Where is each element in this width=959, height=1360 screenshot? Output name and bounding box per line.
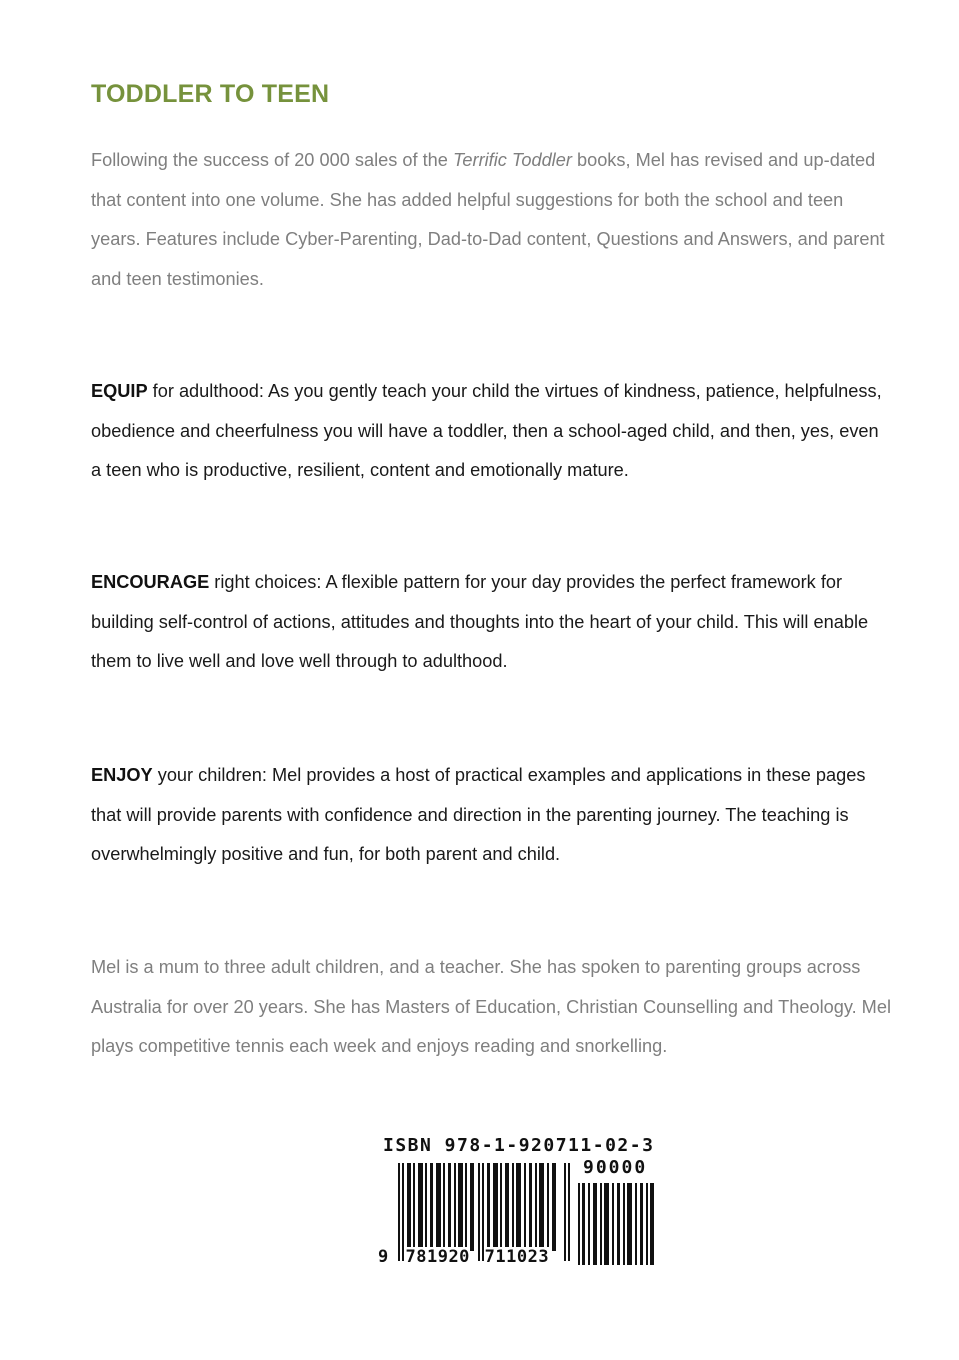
intro-paragraph — [91, 141, 891, 299]
isbn-barcode — [378, 1135, 663, 1275]
section-keyword: EQUIP — [91, 381, 148, 401]
section-text: for adulthood: As you gently teach your child the virtues of kindness, patience, helpfulness, obedience and cheerfulness you will have a toddler, then a school-aged child, and then, yes, even a teen who is productive, resilient, content and emotionally mature. — [91, 381, 882, 480]
section-text: your children: Mel provides a host of practical examples and applications in these pages that will provide parents with confidence and direction in the parenting journey. The teaching is overwhelmingly positive and fun, for both parent and child. — [91, 765, 866, 864]
section-equip — [91, 372, 891, 491]
price-code: 90000 — [583, 1157, 648, 1178]
intro-text-end: books, Mel has revised and up-dated that content into one volume. She has added helpful suggestions for both the school and teen years. Features include Cyber-Parenting, Dad-to-Dad content, Questions and Answers, and parent and teen testimonies. — [91, 150, 885, 289]
barcode-digits — [378, 1247, 549, 1267]
section-keyword: ENCOURAGE — [91, 572, 210, 592]
barcode-bars-addon — [578, 1183, 656, 1265]
barcode-digits-group1: 781920 — [405, 1247, 470, 1267]
intro-text-start: Following the success of 20 000 sales of the — [91, 150, 453, 170]
section-text: right choices: A flexible pattern for your day provides the perfect framework for building self-control of actions, attitudes and thoughts into the heart of your child. This will enable them to live well and love well through to adulthood. — [91, 572, 869, 671]
author-bio: Mel is a mum to three adult children, and a teacher. She has spoken to parenting groups across Australia for over 20 years. She has Masters of Education, Christian Counselling and Theology. Mel plays competitive tennis each week and enjoys reading and snorkelling. — [91, 957, 891, 1056]
book-title: TODDLER TO TEEN — [91, 80, 330, 108]
barcode-digit-first: 9 — [378, 1247, 389, 1267]
section-keyword: ENJOY — [91, 765, 153, 785]
section-enjoy — [91, 756, 891, 875]
barcode-digits-group2: 711023 — [484, 1247, 550, 1267]
isbn-label: ISBN 978-1-920711-02-3 — [383, 1135, 655, 1156]
section-encourage — [91, 563, 891, 682]
intro-italic-title: Terrific Toddler — [452, 150, 572, 170]
